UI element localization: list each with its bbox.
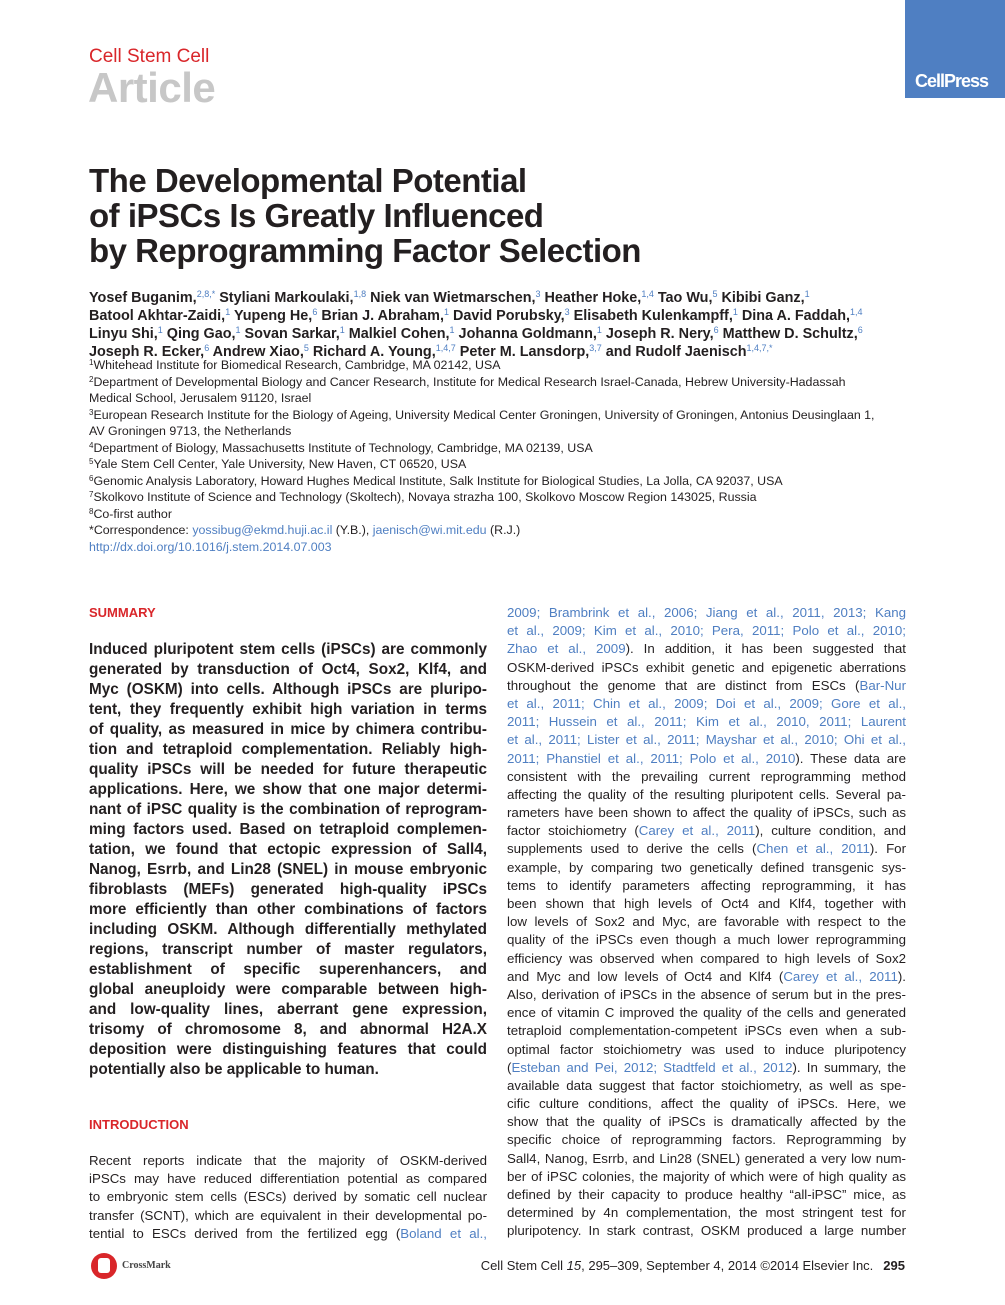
summary-line: ming factors used. Based on tetraploid complemen- — [89, 821, 487, 838]
text-line — [89, 1152, 487, 1170]
affiliation-text: Skolkovo Institute of Science and Technology (Skoltech), Novaya strazha 100, Skolkovo Moscow Region 143025, Russia — [93, 490, 757, 504]
text-line — [507, 986, 906, 1004]
crossmark-label: CrossMark — [122, 1260, 171, 1271]
author-affiliation-marker[interactable]: 3 — [564, 307, 570, 317]
text-line — [507, 1222, 906, 1240]
author-affiliation-marker[interactable]: 5 — [712, 289, 718, 299]
author-affiliation-marker[interactable]: 1,4 — [850, 307, 863, 317]
text-line — [507, 1077, 906, 1095]
author-name: Elisabeth Kulenkampff, — [569, 308, 733, 324]
summary-line: Myc (OSKM) into cells. Although iPSCs are pluripo- — [89, 681, 487, 698]
summary-line: tent, they frequently exhibit high variation in terms — [89, 701, 487, 718]
author-affiliation-marker[interactable]: 2,8,* — [196, 289, 216, 299]
text-segment: and Myc and low levels of Oct4 and Klf4 ( — [507, 968, 784, 984]
citation-link[interactable]: Esteban and Pei, 2012; Stadtfeld et al., 2012 — [511, 1059, 793, 1075]
text-segment: been shown that high levels of Oct4 and Klf4, together with — [507, 896, 906, 911]
text-line — [89, 1225, 487, 1243]
author-affiliation-marker[interactable]: 1 — [804, 289, 810, 299]
author-list — [89, 289, 909, 361]
right-column-text — [507, 604, 906, 1241]
title-line: The Developmental Potential — [89, 162, 527, 199]
text-line — [507, 1131, 906, 1149]
text-segment: efficiency was observed when compared to high levels of Sox2 — [507, 950, 906, 966]
summary-line: establishment of specific superenhancers, and — [89, 961, 487, 978]
author-affiliation-marker[interactable]: 6 — [713, 325, 719, 335]
affiliation-item — [89, 407, 909, 424]
text-segment: available data suggest that factor stoichiometry, as well as spe- — [507, 1077, 906, 1093]
affiliation-number: 8 — [89, 506, 94, 516]
text-line — [507, 804, 906, 822]
citation-link[interactable]: Carey et al., 2011 — [638, 823, 756, 839]
author-name: Johanna Goldmann, — [454, 326, 597, 342]
citation-link[interactable]: et al., 2011; Lister et al., 2011; Mayshar et al., 2010; Ohi et al., — [507, 732, 906, 748]
text-line — [507, 822, 906, 840]
text-segment: consistent with the prevailing current reprogramming method — [507, 768, 906, 784]
summary-line: trisomy of chromosome 8, and abnormal H2A.X — [89, 1021, 487, 1038]
author-affiliation-marker[interactable]: 3 — [535, 289, 541, 299]
summary-line: quality iPSCs will be needed for future therapeutic — [89, 761, 487, 778]
email-link-yb[interactable]: yossibug@ekmd.huji.ac.il — [192, 523, 333, 537]
affiliation-item — [89, 473, 909, 490]
affiliation-list — [89, 357, 909, 522]
title-line: of iPSCs Is Greatly Influenced — [89, 197, 544, 234]
text-line — [507, 877, 906, 895]
author-name: Yupeng He, — [230, 308, 313, 324]
article-title — [89, 163, 789, 268]
text-line — [507, 1022, 906, 1040]
author-affiliation-marker[interactable]: 5 — [303, 343, 309, 353]
affiliation-text: Yale Stem Cell Center, Yale University, New Haven, CT 06520, USA — [93, 457, 467, 471]
author-affiliation-marker[interactable]: 1 — [596, 325, 602, 335]
affiliation-number: 3 — [89, 407, 94, 417]
text-segment: determined by 4n complementation, the most stringent test for — [507, 1205, 906, 1221]
text-line — [507, 695, 906, 713]
affiliation-number: 4 — [89, 440, 94, 450]
text-line — [507, 1041, 906, 1059]
author-name: Andrew Xiao, — [209, 344, 304, 360]
footer-citation — [481, 1258, 905, 1273]
citation-link[interactable]: Boland et al., — [400, 1225, 487, 1241]
affiliation-text: Whitehead Institute for Biomedical Research, Cambridge, MA 02142, USA — [93, 358, 501, 372]
text-line — [507, 731, 906, 749]
citation-link[interactable]: et al., 2009; Kim et al., 2010; Pera, 2011; Polo et al., 2010; — [507, 623, 906, 639]
text-line — [507, 1150, 906, 1168]
affiliation-item — [89, 489, 909, 506]
affiliation-item — [89, 390, 909, 407]
author-name: Qing Gao, — [162, 326, 236, 342]
cellpress-logo-text: CellPress — [915, 71, 989, 91]
author-affiliation-marker[interactable]: 1 — [157, 325, 163, 335]
text-line — [507, 895, 906, 913]
text-segment: ). In addition, it has been suggested that — [625, 641, 906, 657]
text-line — [507, 1204, 906, 1222]
text-segment: Sall4, Nanog, Esrrb, and Lin28 (SNEL) generated a very low num- — [507, 1150, 906, 1166]
citation-link[interactable]: 2011; Phanstiel et al., 2011; Polo et al., 2010 — [507, 750, 796, 766]
text-line — [507, 677, 906, 695]
author-affiliation-marker[interactable]: 1,8 — [353, 289, 367, 299]
text-segment: supplements used to derive the cells ( — [507, 841, 757, 857]
author-affiliation-marker[interactable]: 3,7 — [589, 343, 602, 353]
summary-heading: SUMMARY — [89, 605, 156, 620]
text-line — [507, 768, 906, 786]
author-name: Niek van Wietmarschen, — [366, 290, 536, 306]
text-segment: ). In summary, the — [792, 1059, 906, 1075]
correspondence — [89, 522, 909, 539]
summary-line: deposition were distinguishing features that could — [89, 1041, 487, 1058]
author-line — [89, 289, 909, 307]
author-affiliation-marker[interactable]: 1,4 — [641, 289, 654, 299]
article-type-label: Article — [88, 64, 216, 111]
crossmark-badge[interactable] — [91, 1253, 251, 1281]
summary-line: global aneuploidy were comparable between high- — [89, 981, 487, 998]
text-line — [89, 1188, 487, 1206]
text-line — [507, 931, 906, 949]
citation-link[interactable]: et al., 2011; Chin et al., 2009; Doi et al., 2009; Gore et al., — [507, 695, 906, 711]
author-affiliation-marker[interactable]: 1 — [449, 325, 455, 335]
summary-line: Induced pluripotent stem cells (iPSCs) are commonly — [89, 641, 487, 658]
author-name: Heather Hoke, — [540, 290, 642, 306]
affiliation-number: 7 — [89, 490, 94, 499]
text-segment: low levels of Sox2 and Myc, are favorable with respect to the — [507, 914, 906, 930]
author-name: Tao Wu, — [653, 290, 713, 306]
text-segment: cific culture conditions, affect the quality of iPSCs. Here, we — [507, 1096, 906, 1112]
text-line — [507, 713, 906, 731]
summary-line: tation, we found that ectopic expression of Sall4, — [89, 841, 487, 858]
affiliation-item — [89, 357, 909, 374]
citation-journal: Cell Stem Cell — [480, 1258, 567, 1273]
author-name: Styliani Markoulaki, — [215, 290, 354, 306]
summary-line: including OSKM. Although differentially methylated — [89, 921, 487, 938]
title-line: by Reprogramming Factor Selection — [89, 232, 641, 269]
affiliation-text: European Research Institute for the Biology of Ageing, University Medical Center Groningen, University of Groningen, Antonius Deusinglaan 1, — [93, 407, 875, 422]
citation-volume: 15 — [566, 1258, 582, 1273]
summary-line: regions, transcript number of master regulators, — [89, 941, 487, 958]
affiliation-item — [89, 506, 909, 523]
text-line — [507, 1095, 906, 1113]
journal-name: Cell Stem Cell — [89, 46, 210, 67]
summary-line: tion and tetraploid complementation. Reliably high- — [89, 741, 487, 758]
text-segment: Also, derivation of iPSCs in the absence of serum but in the pres- — [507, 986, 906, 1002]
text-line — [507, 622, 906, 640]
affiliation-item — [89, 456, 909, 473]
affiliation-number: 6 — [89, 473, 94, 483]
text-segment: optimal factor stoichiometry was used to induce pluripotency — [507, 1041, 906, 1057]
author-name: Richard A. Young, — [308, 344, 436, 360]
affiliation-number: 1 — [89, 358, 94, 367]
text-segment: tetraploid complementation-competent iPSCs even when a sub- — [507, 1023, 906, 1039]
author-name: Brian J. Abraham, — [317, 308, 444, 324]
text-segment: affecting the quality of the resulting pluripotent cells. Several pa- — [507, 786, 906, 802]
citation-link[interactable]: 2011; Hussein et al., 2011; Kim et al., 2010, 2011; Laurent — [507, 714, 906, 730]
affiliation-text: AV Groningen 9713, the Netherlands — [89, 424, 292, 438]
author-line — [89, 325, 909, 343]
author-affiliation-marker[interactable]: 6 — [857, 325, 863, 335]
text-line — [507, 968, 906, 986]
text-line — [507, 604, 906, 622]
text-segment: tential to ESCs derived from the fertilized egg ( — [89, 1225, 401, 1241]
text-line — [507, 913, 906, 931]
citation-details: , 295–309, September 4, 2014 ©2014 Elsevier Inc. — [581, 1258, 874, 1273]
summary-line: and low-quality lines, aberrant gene expression, — [89, 1001, 487, 1018]
author-name: Yosef Buganim, — [89, 290, 197, 306]
text-segment: Recent reports indicate that the majority of OSKM-derived — [89, 1153, 487, 1168]
correspondence-initials: (Y.B.), — [332, 523, 373, 537]
text-line — [507, 786, 906, 804]
introduction-text — [89, 1152, 487, 1243]
citation-link[interactable]: Bar-Nur — [859, 677, 906, 693]
text-line — [507, 1059, 906, 1077]
affiliation-text: Department of Biology, Massachusetts Institute of Technology, Cambridge, MA 02139, USA — [93, 440, 593, 455]
affiliations — [89, 357, 909, 555]
text-segment: pluripotency. In stark contrast, OSKM produced a large number — [507, 1223, 906, 1239]
author-name: Malkiel Cohen, — [344, 326, 450, 342]
author-name: Joseph R. Ecker, — [89, 344, 205, 360]
summary-text — [89, 640, 487, 1080]
correspondence-initials: (R.J.) — [486, 523, 521, 537]
correspondence-label: *Correspondence: — [89, 523, 193, 537]
text-line — [507, 659, 906, 677]
affiliation-item — [89, 374, 909, 391]
text-segment: quality of the iPSCs even though a much lower reprogramming — [507, 932, 906, 948]
text-segment: example, by comparing two genetically defined transgenic sys- — [507, 859, 906, 875]
citation-link[interactable]: Carey et al., 2011 — [783, 968, 898, 984]
page-number: 295 — [883, 1258, 905, 1273]
crossmark-icon — [91, 1253, 117, 1279]
summary-line: nant of iPSC quality is the combination of reprogram- — [89, 801, 487, 818]
text-segment: rameters have been shown to affect the quality of iPSCs, such as — [507, 805, 906, 821]
author-affiliation-marker[interactable]: 6 — [204, 343, 210, 353]
text-line — [507, 859, 906, 877]
citation-link[interactable]: Chen et al., 2011 — [756, 841, 870, 857]
text-segment: iPSCs may have reduced differentiation potential as compared — [89, 1171, 487, 1187]
text-segment: OSKM-derived iPSCs exhibit genetic and epigenetic aberrations — [507, 659, 906, 675]
text-segment: ). For — [869, 841, 907, 857]
affiliation-item — [89, 423, 909, 440]
summary-line: Nanog, Esrrb, and Lin28 (SNEL) in mouse embryonic — [89, 861, 487, 878]
affiliation-item — [89, 440, 909, 457]
affiliation-text: Department of Developmental Biology and Cancer Research, Institute for Medical Research Israel-Canada, Hebrew University-Hadassah — [93, 374, 846, 389]
author-affiliation-marker[interactable]: 1 — [225, 307, 231, 317]
email-link-rj[interactable]: jaenisch@wi.mit.edu — [372, 523, 487, 537]
citation-link[interactable]: Zhao et al., 2009 — [507, 641, 626, 657]
summary-line: more efficiently than other combinations of factors — [89, 901, 487, 918]
summary-line: generated by transduction of Oct4, Sox2, Klf4, and — [89, 661, 487, 678]
author-name: Joseph R. Nery, — [601, 326, 714, 342]
text-line — [89, 1207, 487, 1225]
author-name: Kibibi Ganz, — [717, 290, 805, 306]
text-line — [507, 1004, 906, 1022]
text-line — [507, 640, 906, 658]
citation-link[interactable]: 2009; Brambrink et al., 2006; Jiang et al., 2011, 2013; Kang — [507, 605, 906, 620]
summary-line: potentially also be applicable to human. — [89, 1061, 379, 1078]
doi-link[interactable]: http://dx.doi.org/10.1016/j.stem.2014.07.003 — [89, 539, 332, 554]
author-name: David Porubsky, — [448, 308, 565, 324]
summary-line: fibroblasts (MEFs) generated high-quality iPSCs — [89, 881, 487, 898]
author-affiliation-marker[interactable]: 1 — [235, 325, 241, 335]
affiliation-number: 5 — [89, 457, 94, 466]
author-name: Peter M. Lansdorp, — [455, 344, 590, 360]
author-affiliation-marker[interactable]: 6 — [312, 307, 318, 317]
text-segment: ( — [507, 1059, 512, 1075]
text-segment: ). — [897, 968, 906, 984]
affiliation-text: Genomic Analysis Laboratory, Howard Hughes Medical Institute, Salk Institute for Biological Studies, La Jolla, CA 92037, USA — [93, 473, 783, 488]
text-segment: transfer (SCNT), which are equivalent in their developmental po- — [89, 1207, 487, 1223]
author-name: Linyu Shi, — [89, 326, 158, 342]
author-name: Dina A. Faddah, — [737, 308, 851, 324]
author-name: Matthew D. Schultz, — [718, 326, 858, 342]
affiliation-text: Co-first author — [93, 506, 172, 521]
author-name: and Rudolf Jaenisch — [601, 344, 747, 360]
summary-line: of quality, as measured in mice by chimera contribu- — [89, 721, 487, 738]
text-line — [507, 840, 906, 858]
author-affiliation-marker[interactable]: 1 — [339, 325, 345, 335]
author-name: Batool Akhtar-Zaidi, — [89, 308, 226, 324]
text-segment: ). These data are — [795, 750, 906, 766]
text-line — [507, 1186, 906, 1204]
text-segment: throughout the genome that are distinct from ESCs ( — [507, 677, 860, 693]
text-segment: ber of iPSC colonies, the majority of which were of high quality as — [507, 1168, 906, 1184]
text-segment: tems to identify parameters affecting reprogramming, it has — [507, 877, 906, 893]
affiliation-text: Medical School, Jerusalem 91120, Israel — [89, 391, 312, 405]
author-affiliation-marker[interactable]: 1 — [732, 307, 738, 317]
text-line — [507, 950, 906, 968]
text-segment: specific choice of reprogramming factors. Reprogramming by — [507, 1132, 906, 1148]
summary-line: applications. Here, we show that one major determi- — [89, 781, 487, 798]
text-segment: ), culture condition, and — [755, 823, 906, 839]
author-name: Sovan Sarkar, — [240, 326, 340, 342]
author-line — [89, 307, 909, 325]
text-segment: defined by their capacity to produce healthy “all-iPSC” mice, as — [507, 1187, 906, 1202]
author-affiliation-marker[interactable]: 1,4,7 — [435, 343, 456, 353]
text-line — [507, 1113, 906, 1131]
text-line — [507, 750, 906, 768]
introduction-heading: INTRODUCTION — [89, 1117, 189, 1132]
text-segment: factor stoichiometry ( — [507, 823, 639, 839]
cellpress-logo[interactable] — [905, 0, 1005, 98]
text-segment: show that the quality of iPSCs is dramatically affected by the — [507, 1114, 906, 1130]
author-affiliation-marker[interactable]: 1 — [443, 307, 449, 317]
author-affiliation-marker[interactable]: 1,4,7,* — [746, 343, 773, 353]
text-segment: ence of vitamin C improved the quality of the cells and generated — [507, 1005, 906, 1021]
text-segment: to embryonic stem cells (ESCs) derived by somatic cell nuclear — [89, 1189, 487, 1205]
affiliation-number: 2 — [89, 374, 94, 384]
text-line — [89, 1170, 487, 1188]
text-line — [507, 1168, 906, 1186]
